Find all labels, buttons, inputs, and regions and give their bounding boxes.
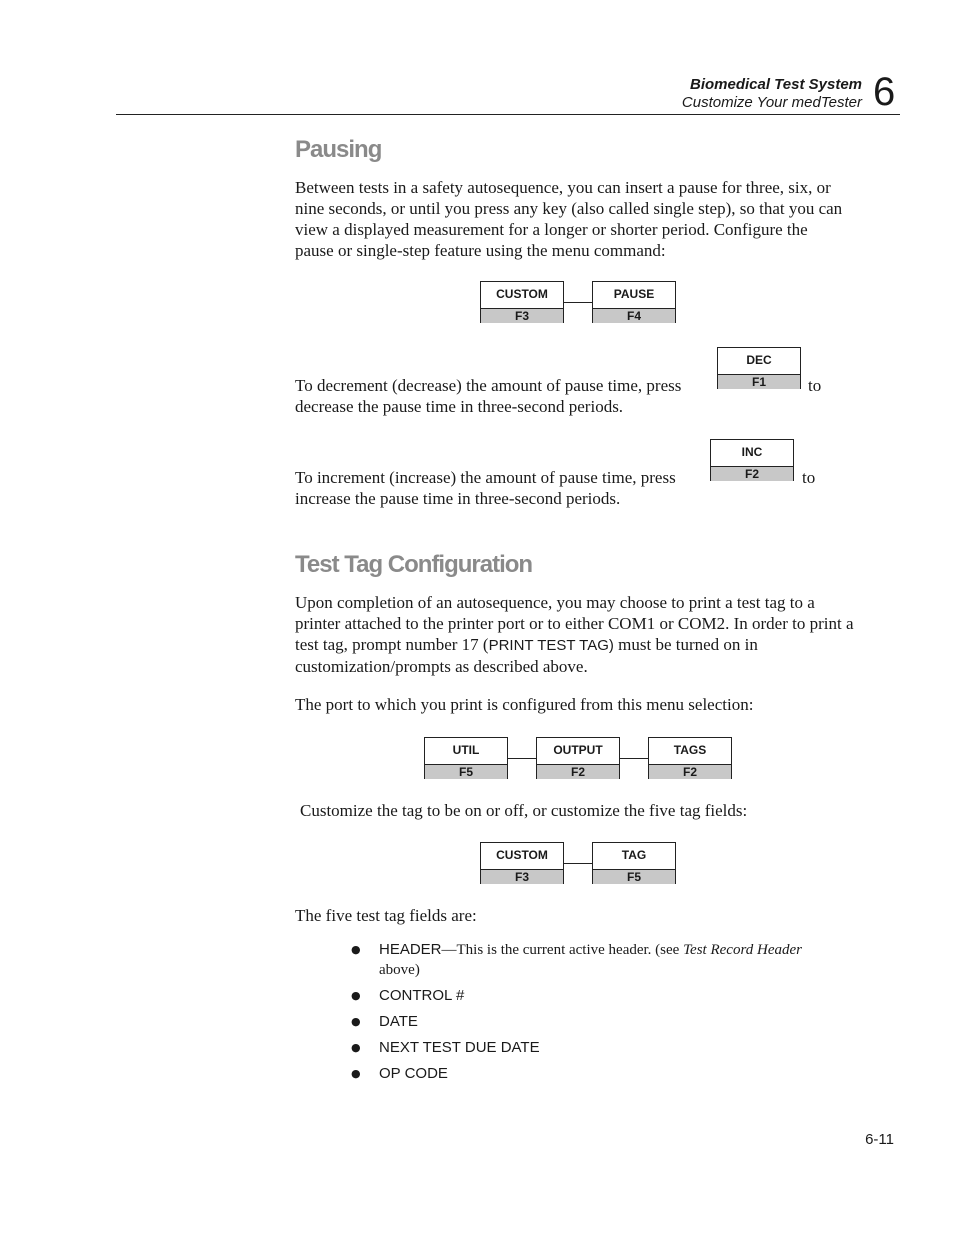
key-custom-f3 bbox=[480, 281, 564, 323]
key-label: OUTPUT bbox=[553, 743, 603, 757]
field-desc-b: above) bbox=[379, 962, 420, 978]
field-desc-a: —This is the current active header. (see bbox=[441, 942, 684, 958]
tag-fields-list bbox=[351, 940, 831, 1090]
key-function: F2 bbox=[537, 764, 619, 779]
inc-text: To increment (increase) the amount of pause time, press bbox=[295, 468, 676, 487]
inc-text-after: to bbox=[802, 468, 816, 487]
key-function: F3 bbox=[481, 869, 563, 884]
key-tags-f2 bbox=[648, 737, 732, 779]
list-item bbox=[351, 1064, 831, 1084]
key-function: F4 bbox=[593, 308, 675, 323]
key-tag-f5 bbox=[592, 842, 676, 884]
key-function: F2 bbox=[649, 764, 731, 779]
key-custom-f3-tag bbox=[480, 842, 564, 884]
pausing-intro-paragraph: Between tests in a safety autosequence, you can insert a pause for three, six, or nine seconds, or until you press any key (also called single step), so that you can view a displayed measurement for a longer or shorter period. Configure the pause or single-step feature using the menu command: bbox=[295, 178, 843, 260]
field-term: NEXT TEST DUE DATE bbox=[379, 1039, 540, 1056]
list-item bbox=[351, 940, 831, 980]
page-number: 6-11 bbox=[865, 1131, 894, 1148]
key-label: TAG bbox=[621, 848, 647, 862]
key-label: TAGS bbox=[673, 743, 707, 757]
key-pause-f4 bbox=[592, 281, 676, 323]
section-heading-pausing: Pausing bbox=[295, 136, 382, 163]
field-term: DATE bbox=[379, 1013, 418, 1030]
key-label: UTIL bbox=[452, 743, 480, 757]
dec-text-after: to bbox=[808, 376, 822, 395]
port-paragraph: The port to which you print is configured from this menu selection: bbox=[295, 695, 754, 714]
section-heading-test-tag: Test Tag Configuration bbox=[295, 551, 533, 578]
key-function: F5 bbox=[425, 764, 507, 779]
menu-connector bbox=[564, 863, 592, 864]
list-item bbox=[351, 1038, 831, 1058]
intro-part-b: must be turned on in customization/prompts as described above. bbox=[295, 635, 758, 676]
running-header-title: Biomedical Test System bbox=[689, 76, 862, 93]
key-label: INC bbox=[741, 445, 763, 459]
field-term: HEADER bbox=[379, 941, 442, 958]
key-label: CUSTOM bbox=[496, 848, 548, 862]
key-function: F5 bbox=[593, 869, 675, 884]
prompt-name: PRINT TEST TAG) bbox=[488, 637, 614, 654]
menu-connector bbox=[508, 758, 536, 759]
field-term: CONTROL # bbox=[379, 987, 465, 1004]
field-desc-italic: Test Record Header bbox=[683, 942, 802, 958]
dec-text-line2: decrease the pause time in three-second periods. bbox=[295, 397, 624, 416]
test-tag-intro-paragraph bbox=[295, 592, 860, 677]
key-output-f2 bbox=[536, 737, 620, 779]
inc-text-line2: increase the pause time in three-second periods. bbox=[295, 489, 621, 508]
field-term: OP CODE bbox=[379, 1065, 448, 1082]
running-header-subtitle: Customize Your medTester bbox=[681, 94, 862, 111]
header-rule bbox=[116, 114, 900, 115]
key-label: PAUSE bbox=[613, 287, 655, 301]
chapter-number: 6 bbox=[873, 70, 896, 114]
fields-intro: The five test tag fields are: bbox=[295, 906, 477, 925]
key-label: CUSTOM bbox=[496, 287, 548, 301]
menu-connector bbox=[564, 302, 592, 303]
list-item bbox=[351, 1012, 831, 1032]
menu-connector bbox=[620, 758, 648, 759]
key-dec-f1 bbox=[717, 347, 801, 389]
key-function: F3 bbox=[481, 308, 563, 323]
key-inc-f2 bbox=[710, 439, 794, 481]
dec-text: To decrement (decrease) the amount of pause time, press bbox=[295, 376, 682, 395]
key-util-f5 bbox=[424, 737, 508, 779]
key-function: F1 bbox=[718, 374, 800, 389]
customize-paragraph: Customize the tag to be on or off, or customize the five tag fields: bbox=[300, 801, 748, 820]
list-item bbox=[351, 986, 831, 1006]
key-label: DEC bbox=[746, 353, 772, 367]
key-function: F2 bbox=[711, 466, 793, 481]
intro-part-a: Upon completion of an autosequence, you may choose to print a test tag to a printer attached to the printer port or to either COM1 or COM2. In order to print a test tag, prompt number 17 ( bbox=[295, 593, 854, 654]
